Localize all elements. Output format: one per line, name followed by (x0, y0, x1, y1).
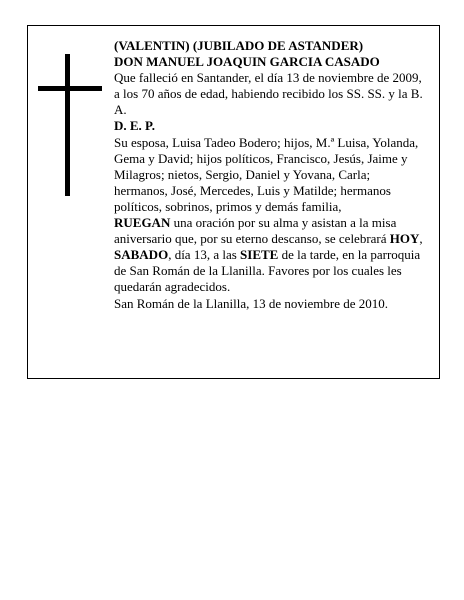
cross-vertical-bar (65, 54, 70, 196)
request-bold: RUEGAN (114, 215, 171, 231)
cross-icon (38, 54, 102, 196)
obituary-text (114, 38, 426, 312)
date-text: , día 13, a las (168, 247, 241, 263)
day-bold: HOY (389, 231, 420, 247)
request-text: una oración por su alma y asistan a la misa aniversario que, por su eterno descanso, se celebrará (114, 215, 397, 247)
location-text: de la tarde, en la parroquia de San Román de la Llanilla. Favores por los cuales les quedarán agradecidos. (114, 247, 421, 295)
family-paragraph: Su esposa, Luisa Tadeo Bodero; hijos, M.ª Luisa, Yolanda, Gema y David; hijos políticos, Francisco, Jesús, Jaime y Milagros; nietos, Sergio, Daniel y Yovana, Carla; hermanos, José, Mercedes, Luis y Matilde; hermanos políticos, sobrinos, primos y demás familia, (114, 134, 419, 214)
cross-horizontal-bar (38, 86, 102, 91)
comma-separator: , (419, 231, 423, 247)
deceased-name: DON MANUEL JOAQUIN GARCIA CASADO (114, 54, 380, 70)
time-bold: SIETE (240, 247, 279, 263)
request-paragraph (114, 215, 426, 295)
age-info: a los 70 años de edad, habiendo recibido los SS. SS. y la B. A. (114, 86, 423, 118)
death-info: Que falleció en Santander, el día 13 de noviembre de 2009, (114, 70, 422, 86)
signoff-line: San Román de la Llanilla, 13 de noviembre de 2010. (114, 295, 389, 311)
alias-line: (VALENTIN) (JUBILADO DE ASTANDER) (114, 38, 364, 53)
weekday-bold: SABADO (114, 247, 169, 263)
rip-line: D. E. P. (114, 118, 156, 134)
